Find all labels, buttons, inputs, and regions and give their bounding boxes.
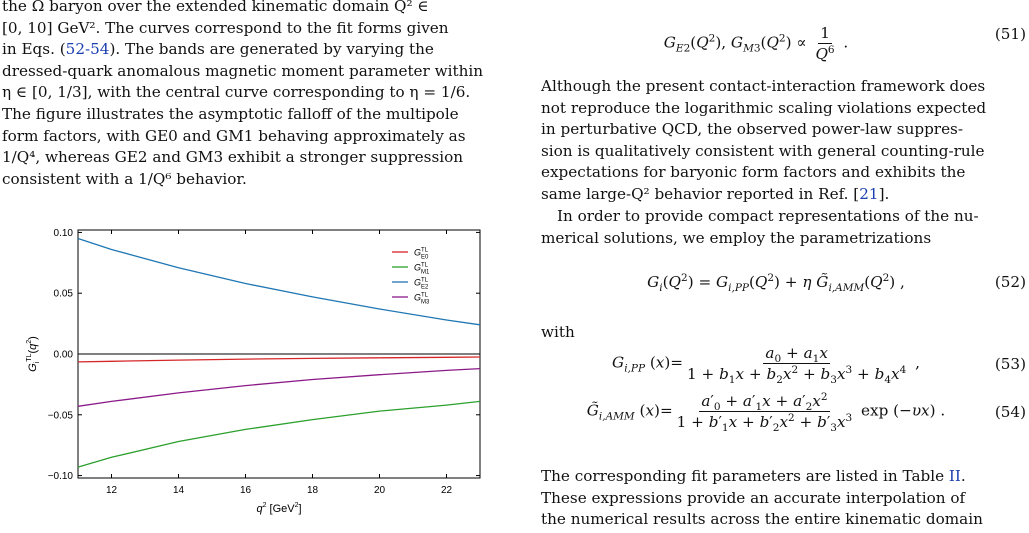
series-line xyxy=(78,369,480,407)
text-line: same large-Q² behavior reported in Ref. [ xyxy=(541,184,860,203)
x-axis-label: $q^2$ [GeV$^2$] xyxy=(256,502,302,515)
legend-label: $G^{TL}$ M1 xyxy=(414,262,430,276)
x-tick-label: 18 xyxy=(306,485,319,496)
caption-line: form factors, with GE0 and GM1 behaving approximately as xyxy=(2,126,466,145)
text-line: Although the present contact-interaction framework does xyxy=(541,77,986,95)
fraction: $\frac{a_0 + a_1x}{1 + b_1x + b_2x^2 + b_3x^3 + b_4x^4}$ xyxy=(687,344,907,387)
y-tick-label: 0.05 xyxy=(53,288,73,300)
form-factor-chart xyxy=(0,200,520,530)
caption-line: ). The bands are generated by varying the xyxy=(109,40,434,59)
text-line: sion is qualitatively consistent with general counting-rule xyxy=(541,141,985,160)
series-line xyxy=(78,401,480,467)
text-line: in perturbative QCD, the observed power-law suppres- xyxy=(541,120,963,139)
y-tick-label: −0.05 xyxy=(47,410,73,422)
caption-line: consistent with a 1/Q⁶ behavior. xyxy=(2,169,247,188)
text-line: not reproduce the logarithmic scaling violations expected xyxy=(541,98,987,117)
text-line: . xyxy=(960,467,966,485)
equation-53-body: $G_{i,PP}$ (x)= $\frac{a_0 + a_1x}{1 + b_1x + b_2x^2 + b_3x^3 + b_4x^4}$ , xyxy=(612,344,920,387)
table-ref-link[interactable]: II xyxy=(948,467,961,485)
y-axis-label: $G_i^{TL}(q^2)$ xyxy=(26,336,41,372)
series-line xyxy=(78,357,480,362)
caption-line: dressed-quark anomalous magnetic moment parameter within xyxy=(2,61,484,80)
text-line: ]. xyxy=(878,184,890,203)
x-tick-label: 20 xyxy=(373,485,386,496)
text-line: the numerical results across the entire kinematic domain xyxy=(541,510,983,529)
equation-53 xyxy=(541,344,1026,388)
equation-54 xyxy=(541,392,1026,436)
chart-svg xyxy=(0,200,520,530)
x-tick-label: 22 xyxy=(440,485,453,496)
caption-line: η ∈ [0, 1/3], with the central curve corresponding to η = 1/6. xyxy=(2,83,471,102)
body-paragraph xyxy=(541,76,1026,206)
equation-number: (51) xyxy=(994,25,1026,43)
body-paragraph xyxy=(541,466,1026,531)
equation-52-body: $G_i(Q^2) = G_{i,PP}(Q^2) + \eta$ $G̃_{i,AMM}(Q^2)$ , xyxy=(647,271,905,295)
legend-label: $G^{TL}$ E2 xyxy=(414,277,429,291)
x-tick-label: 12 xyxy=(105,485,118,496)
body-paragraph xyxy=(541,206,1026,249)
y-tick-label: −0.10 xyxy=(47,471,73,483)
equation-number: (53) xyxy=(994,355,1026,373)
x-tick-label: 14 xyxy=(172,485,185,496)
legend-label: $G^{TL}$ M3 xyxy=(414,292,430,306)
y-tick-label: 0.00 xyxy=(53,349,73,361)
caption-line: 1/Q⁴, whereas GE2 and GM3 exhibit a stronger suppression xyxy=(2,148,464,167)
equation-54-body: $G̃_{i,AMM}$ (x)= $\frac{a'_0 + a'_1x + a'_2x^2}{1 + b'_1x + b'_2x^2 + b'_3x^3}$ exp (−υx) . xyxy=(586,390,946,435)
equation-52 xyxy=(541,272,1026,302)
equation-number: (52) xyxy=(994,273,1026,291)
equation-51 xyxy=(541,16,1026,63)
left-column xyxy=(2,0,502,190)
caption-line: the Ω baryon over the extended kinematic domain Q² ∈ xyxy=(2,0,429,15)
text-line: The corresponding fit parameters are listed in Table xyxy=(541,467,949,485)
citation-link[interactable]: 21 xyxy=(859,184,879,203)
equation-number: (54) xyxy=(994,403,1026,421)
fraction: $\frac{1}{Q^6}$ xyxy=(815,24,835,63)
with-label: with xyxy=(541,323,575,341)
legend-label: $G^{TL}$ E0 xyxy=(414,247,429,261)
text-line: In order to provide compact representations of the nu- xyxy=(557,207,979,225)
fraction: $\frac{a'_0 + a'_1x + a'_2x^2}{1 + b'_1x + b'_2x^2 + b'_3x^3}$ xyxy=(676,390,853,435)
equation-51-body: $G_{E2}(Q^2)$, $G_{M3}(Q^2)$ ∝ $\frac{1}{Q^6}$ . xyxy=(663,24,849,63)
text-line: These expressions provide an accurate interpolation of xyxy=(541,488,966,507)
caption-line: in Eqs. ( xyxy=(2,40,66,59)
y-tick-label: 0.10 xyxy=(53,227,73,239)
caption-line: [0, 10] GeV². The curves correspond to the fit forms given xyxy=(2,18,449,37)
text-line: merical solutions, we employ the parametrizations xyxy=(541,228,932,247)
x-tick-label: 16 xyxy=(239,485,252,496)
caption-line: The figure illustrates the asymptotic falloff of the multipole xyxy=(2,104,459,123)
text-line: expectations for baryonic form factors and exhibits the xyxy=(541,163,966,182)
equation-ref-link[interactable]: 52-54 xyxy=(65,40,110,59)
caption-text xyxy=(2,0,502,190)
